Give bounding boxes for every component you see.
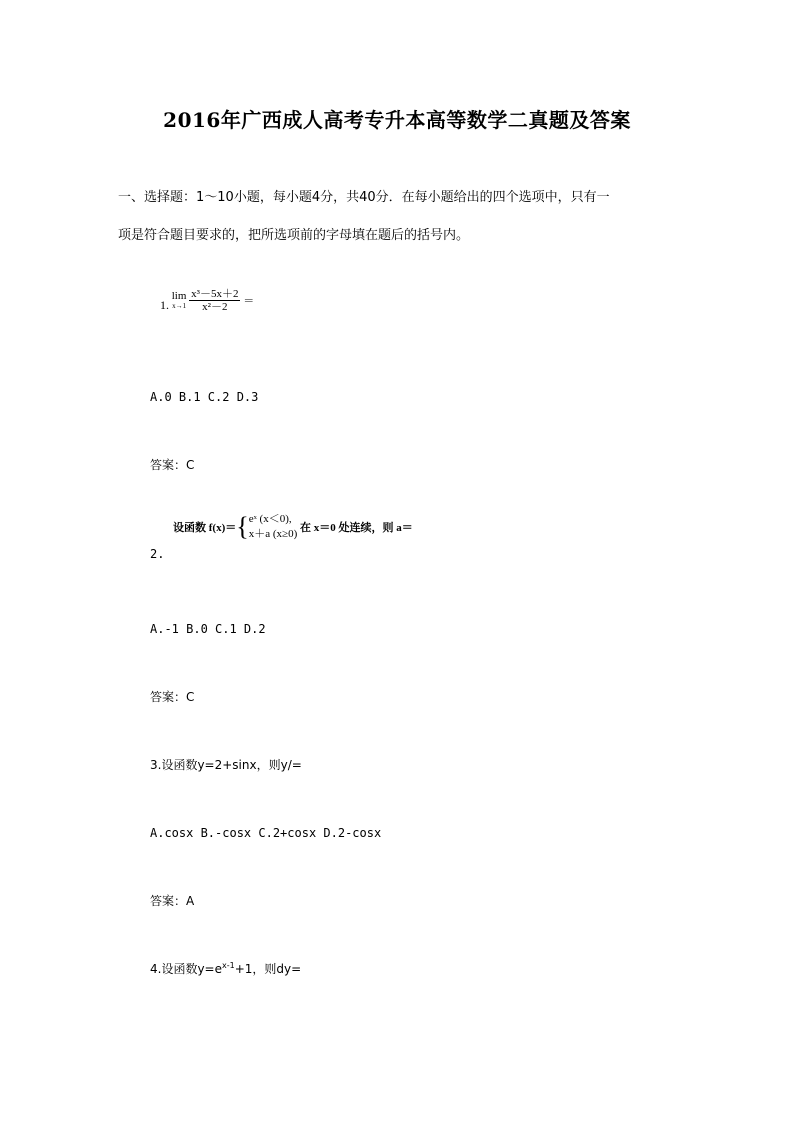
question-1-answer: 答案：C	[150, 458, 195, 472]
question-3-stem: 3.设函数y=2+sinx，则y/=	[150, 758, 302, 772]
question-1-lim-sub: x→1	[172, 301, 187, 310]
question-1-equals: ＝	[243, 295, 255, 308]
question-2-formula	[173, 512, 413, 542]
question-3-options: A.cosx B.-cosx C.2+cosx D.2-cosx	[150, 826, 382, 840]
document-title: 2016年广西成人高考专升本高等数学二真题及答案	[163, 108, 631, 132]
question-4-stem-suffix: +1，则dy=	[234, 962, 302, 976]
question-1-number: 1.	[160, 298, 169, 312]
question-2-prefix: 设函数 f(x)＝	[173, 522, 237, 534]
question-4-stem-exponent: x-1	[222, 961, 235, 970]
brace-icon: {	[236, 512, 249, 541]
question-1-numerator: x³－5x＋2	[191, 288, 239, 300]
question-2-suffix: 在 x＝0 处连续，则 a＝	[299, 522, 413, 534]
question-2-case-1: eˣ (x＜0),	[248, 513, 292, 525]
section-intro-line-2: 项是符合题目要求的，把所选项前的字母填在题后的括号内。	[118, 228, 470, 243]
question-2-case-2: x＋a (x≥0)	[248, 528, 298, 540]
question-2-answer: 答案：C	[150, 690, 195, 704]
question-1-denominator: x²－2	[202, 301, 228, 313]
question-1-formula	[160, 288, 254, 313]
question-1-lim: lim	[171, 289, 187, 302]
question-4-stem	[150, 960, 301, 977]
question-4-stem-prefix: 4.设函数y=e	[150, 962, 222, 976]
question-2-options: A.-1 B.0 C.1 D.2	[150, 622, 266, 636]
question-1-options: A.0 B.1 C.2 D.3	[150, 390, 259, 404]
question-2-number: 2.	[150, 547, 165, 561]
question-3-answer: 答案：A	[150, 894, 195, 908]
section-intro-line-1: 一、选择题：1～10小题，每小题4分，共40分．在每小题给出的四个选项中，只有一	[118, 190, 610, 205]
